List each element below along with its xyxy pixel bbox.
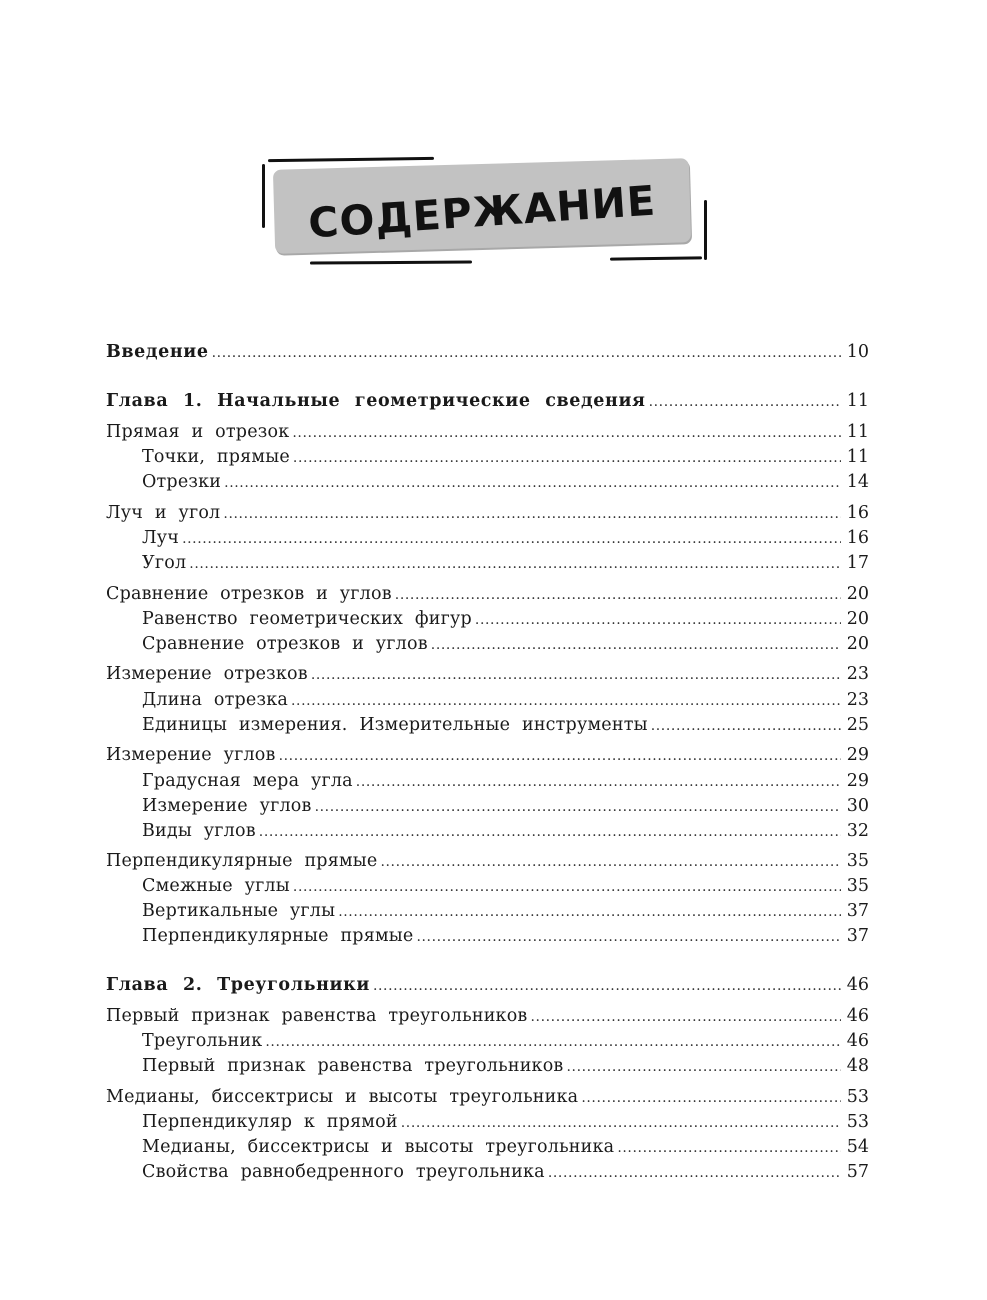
toc-entry-page: 54 — [846, 1137, 869, 1157]
toc-entry-page: 37 — [846, 926, 869, 946]
toc-entry[interactable] — [142, 607, 869, 631]
toc-entry-title: Луч — [142, 528, 180, 548]
toc-entry-title: Перпендикуляр к прямой — [142, 1112, 398, 1132]
toc-entry-title: Единицы измерения. Измерительные инструменты — [142, 715, 648, 735]
toc-entry-page: 23 — [846, 664, 869, 684]
toc-leader-dots — [548, 1161, 841, 1185]
toc-entry-page: 10 — [846, 342, 869, 362]
toc-entry-title: Глава 1. Начальные геометрические сведения — [106, 391, 646, 411]
toc-leader-dots — [373, 974, 841, 998]
toc-entry-title: Виды углов — [142, 821, 256, 841]
toc-leader-dots — [212, 341, 841, 365]
toc-entry[interactable] — [142, 874, 869, 898]
toc-entry[interactable] — [142, 470, 869, 494]
toc-entry-page: 30 — [846, 796, 869, 816]
toc-entry-title: Отрезки — [142, 472, 222, 492]
toc-entry-page: 46 — [846, 1006, 869, 1026]
toc-entry-page: 11 — [846, 447, 869, 467]
toc-entry-page: 32 — [846, 821, 869, 841]
toc-entry-page: 37 — [846, 901, 869, 921]
toc-entry[interactable] — [142, 1160, 869, 1184]
toc-entry[interactable] — [106, 340, 869, 364]
toc-entry-page: 57 — [846, 1162, 869, 1182]
toc-entry-title: Измерение отрезков — [106, 664, 308, 684]
toc-entry-page: 25 — [846, 715, 869, 735]
toc-entry[interactable] — [142, 551, 869, 575]
toc-entry-title: Перпендикулярные прямые — [106, 851, 378, 871]
toc-entry-title: Глава 2. Треугольники — [106, 975, 370, 995]
toc-entry-page: 35 — [846, 851, 869, 871]
toc-leader-dots — [311, 663, 841, 687]
toc-leader-dots — [475, 608, 841, 632]
toc-entry[interactable] — [106, 420, 869, 444]
toc-leader-dots — [395, 583, 841, 607]
toc-entry-page: 14 — [846, 472, 869, 492]
toc-entry[interactable] — [142, 1135, 869, 1159]
toc-entry-title: Перпендикулярные прямые — [142, 926, 414, 946]
toc-entry-title: Сравнение отрезков и углов — [142, 634, 428, 654]
toc-leader-dots — [293, 875, 841, 899]
toc-entry[interactable] — [142, 1029, 869, 1053]
toc-entry-page: 53 — [846, 1112, 869, 1132]
toc-leader-dots — [291, 689, 841, 713]
toc-leader-dots — [279, 744, 841, 768]
toc-leader-dots — [338, 900, 841, 924]
toc-entry-title: Угол — [142, 553, 187, 573]
toc-entry-title: Первый признак равенства треугольников — [142, 1056, 564, 1076]
toc-entry-page: 46 — [846, 1031, 869, 1051]
toc-entry[interactable] — [106, 973, 869, 997]
toc-leader-dots — [293, 446, 841, 470]
toc-entry-title: Точки, прямые — [142, 447, 290, 467]
toc-entry-title: Введение — [106, 342, 209, 362]
toc-entry[interactable] — [142, 526, 869, 550]
toc-entry-title: Смежные углы — [142, 876, 290, 896]
toc-entry-page: 16 — [846, 528, 869, 548]
toc-entry-page: 20 — [846, 634, 869, 654]
toc-leader-dots — [189, 552, 841, 576]
toc-entry[interactable] — [142, 769, 869, 793]
toc-entry-title: Вертикальные углы — [142, 901, 336, 921]
toc-leader-dots — [259, 820, 841, 844]
toc-entry[interactable] — [106, 1085, 869, 1109]
toc-entry[interactable] — [142, 632, 869, 656]
toc-entry-title: Свойства равнобедренного треугольника — [142, 1162, 545, 1182]
toc-entry-page: 16 — [846, 503, 869, 523]
toc-entry-title: Равенство геометрических фигур — [142, 609, 472, 629]
toc-entry[interactable] — [106, 743, 869, 767]
toc-leader-dots — [223, 502, 841, 526]
toc-entry-page: 46 — [846, 975, 869, 995]
toc-entry-page: 11 — [846, 422, 869, 442]
toc-entry-page: 48 — [846, 1056, 869, 1076]
toc-leader-dots — [182, 527, 841, 551]
toc-entry-page: 29 — [846, 745, 869, 765]
toc-leader-dots — [224, 471, 841, 495]
toc-entry[interactable] — [142, 688, 869, 712]
toc-entry-page: 53 — [846, 1087, 869, 1107]
toc-entry-page: 20 — [846, 609, 869, 629]
toc-entry[interactable] — [142, 445, 869, 469]
toc-entry[interactable] — [106, 662, 869, 686]
toc-leader-dots — [380, 850, 841, 874]
toc-leader-dots — [431, 633, 841, 657]
toc-entry-page: 11 — [846, 391, 869, 411]
toc-entry[interactable] — [142, 794, 869, 818]
toc-entry[interactable] — [106, 1004, 869, 1028]
toc-entry-title: Медианы, биссектрисы и высоты треугольника — [106, 1087, 579, 1107]
toc-entry-page: 35 — [846, 876, 869, 896]
toc-leader-dots — [581, 1086, 841, 1110]
toc-leader-dots — [530, 1005, 841, 1029]
toc-entry-title: Треугольник — [142, 1031, 263, 1051]
toc-entry-title: Измерение углов — [142, 796, 312, 816]
toc-leader-dots — [651, 714, 841, 738]
toc-entry-title: Измерение углов — [106, 745, 276, 765]
toc-entry-page: 23 — [846, 690, 869, 710]
toc-entry-title: Первый признак равенства треугольников — [106, 1006, 528, 1026]
toc-entry-title: Градусная мера угла — [142, 771, 353, 791]
toc-entry-page: 20 — [846, 584, 869, 604]
toc-leader-dots — [292, 421, 841, 445]
toc-entry-title: Прямая и отрезок — [106, 422, 290, 442]
toc-entry-title: Луч и угол — [106, 503, 221, 523]
toc-entry[interactable] — [142, 924, 869, 948]
toc-leader-dots — [416, 925, 841, 949]
toc-entry[interactable] — [142, 1110, 869, 1134]
toc-leader-dots — [566, 1055, 841, 1079]
toc-leader-dots — [401, 1111, 841, 1135]
page-title: СОДЕРЖАНИЕ — [306, 176, 658, 248]
toc-entry-title: Сравнение отрезков и углов — [106, 584, 392, 604]
toc-leader-dots — [356, 770, 841, 794]
toc-entry[interactable] — [106, 501, 869, 525]
toc-entry-title: Длина отрезка — [142, 690, 288, 710]
toc-entry[interactable] — [106, 582, 869, 606]
toc-entry[interactable] — [142, 713, 869, 737]
toc-entry-page: 17 — [846, 553, 869, 573]
toc-leader-dots — [265, 1030, 841, 1054]
toc-entry[interactable] — [142, 1054, 869, 1078]
toc-leader-dots — [315, 795, 841, 819]
toc-entry-title: Медианы, биссектрисы и высоты треугольника — [142, 1137, 615, 1157]
toc-entry[interactable] — [142, 899, 869, 923]
toc-entry-page: 29 — [846, 771, 869, 791]
toc-leader-dots — [649, 390, 841, 414]
toc-entry[interactable] — [142, 819, 869, 843]
toc-leader-dots — [617, 1136, 841, 1160]
toc-entry[interactable] — [106, 389, 869, 413]
toc-entry[interactable] — [106, 849, 869, 873]
